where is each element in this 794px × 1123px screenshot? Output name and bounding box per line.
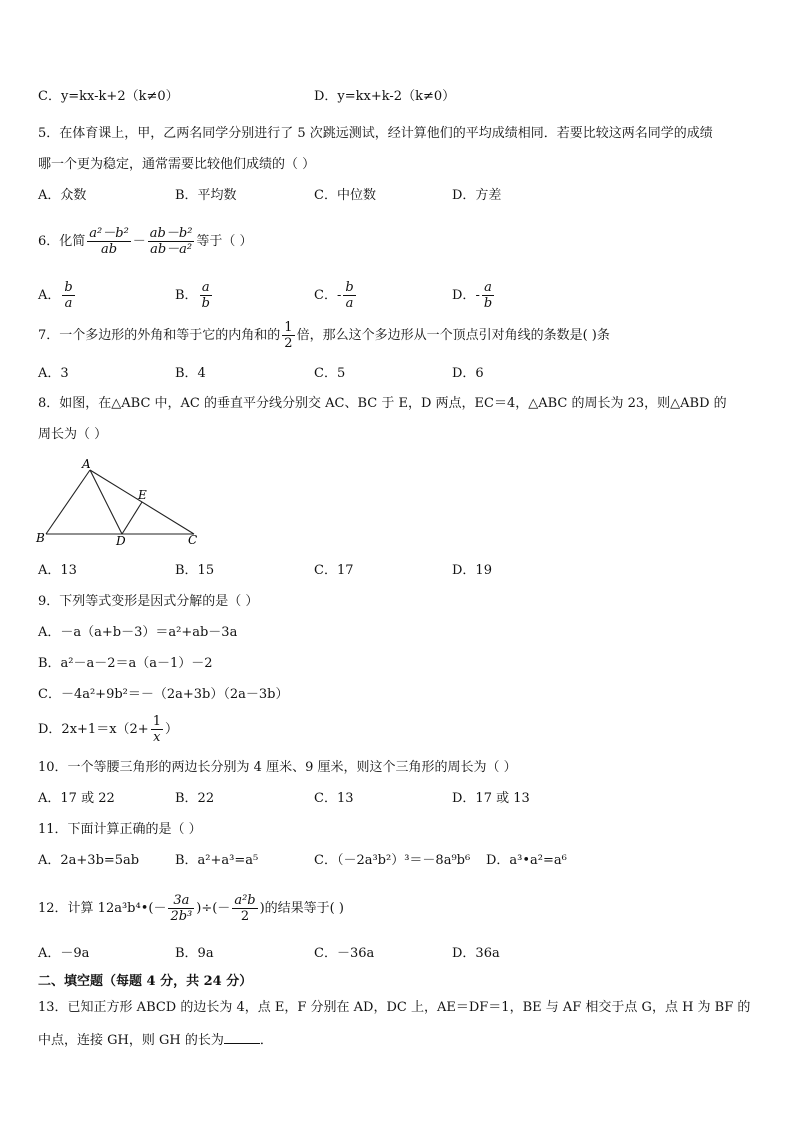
q6-prefix: 6．化简: [38, 234, 86, 249]
q8-option-d: D．19: [452, 563, 492, 578]
q6-option-d: D．- $\frac{a}{b}$: [452, 280, 493, 311]
q8-stem-line2: 周长为（ ）: [38, 427, 108, 442]
q6-stem: [38, 226, 253, 257]
q9-option-c: C．－4a²+9b²＝－（2a+3b）（2a－3b）: [38, 687, 289, 702]
q7-post: 倍，那么这个多边形从一个顶点引对角线的条数是( )条: [296, 328, 610, 343]
q7-pre: 7．一个多边形的外角和等于它的内角和的: [38, 328, 281, 343]
q6-option-b: B． $\frac{a}{b}$: [175, 280, 210, 311]
q10-stem: 10．一个等腰三角形的两边长分别为 4 厘米、9 厘米，则这个三角形的周长为（ ）: [38, 760, 517, 775]
q12-option-d: D．36a: [452, 946, 500, 961]
q10-option-a: A．17 或 22: [38, 791, 115, 806]
segment-ab: [46, 470, 90, 534]
q5-stem-line1: 5．在体育课上，甲，乙两名同学分别进行了 5 次跳远测试，经计算他们的平均成绩相同．若要比较这两名同学的成绩: [38, 126, 713, 141]
q8-stem-line1: 8．如图，在△ABC 中，AC 的垂直平分线分别交 AC、BC 于 E，D 两点，EC＝4，△ABC 的周长为 23，则△ABD 的: [38, 396, 727, 411]
q6-fraction-1: [87, 226, 131, 257]
q4-option-c: C．y=kx-k+2（k≠0）: [38, 89, 179, 104]
q5-option-d: D．方差: [452, 188, 502, 203]
q6-option-c: C．- $\frac{b}{a}$: [314, 280, 354, 311]
q11-stem: 11．下面计算正确的是（ ）: [38, 822, 202, 837]
q12-stem: 12．计算 12a³b⁴•(－ $\frac{3a}{\text{2b³}}$ )÷(－ $\frac{\text{a²b}}{2}$ )的结果等于( ): [38, 893, 344, 924]
label-e: E: [138, 488, 147, 502]
q13-stem-line1: 13．已知正方形 ABCD 的边长为 4，点 E，F 分别在 AD，DC 上，AE＝DF＝1，BE 与 AF 相交于点 G，点 H 为 BF 的: [38, 1000, 751, 1015]
q10-option-b: B．22: [175, 791, 215, 806]
q6-option-a: A． $\frac{b}{a}$: [38, 280, 73, 311]
q7-option-a: A．3: [38, 366, 69, 381]
q6-f2-numerator: ab－b²: [149, 226, 193, 241]
q8-option-b: B．15: [175, 563, 215, 578]
q8-option-c: C．17: [314, 563, 354, 578]
q5-option-b: B．平均数: [175, 188, 237, 203]
triangle-figure: [34, 456, 204, 548]
q10-option-d: D．17 或 13: [452, 791, 530, 806]
q11-option-c: C．（－2a³b²）³＝－8a⁹b⁶: [314, 853, 471, 868]
q9-option-a: A．－a（a+b－3）＝a²+ab－3a: [38, 625, 238, 640]
answer-blank[interactable]: [224, 1031, 260, 1044]
q6-minus: －: [132, 234, 146, 249]
q6-suffix: 等于（ ）: [196, 234, 253, 249]
label-b: B: [36, 531, 45, 545]
q10-option-c: C．13: [314, 791, 354, 806]
q11-option-d: D．a³•a²=a⁶: [486, 853, 567, 868]
q7-option-c: C．5: [314, 366, 346, 381]
q5-option-c: C．中位数: [314, 188, 376, 203]
q13-stem-line2: 中点，连接 GH，则 GH 的长为 ．: [38, 1033, 273, 1048]
q9-option-b: B．a²－a－2＝a（a－1）－2: [38, 656, 213, 671]
q7-stem: [38, 320, 610, 351]
q8-option-a: A．13: [38, 563, 77, 578]
q7-option-d: D．6: [452, 366, 484, 381]
q9-option-d: D．2x+1＝x（2+ $\frac{1}{x}$ ）: [38, 714, 178, 745]
q12-option-b: B．9a: [175, 946, 214, 961]
q7-option-b: B．4: [175, 366, 206, 381]
q12-option-c: C．－36a: [314, 946, 375, 961]
q6-f2-denominator: ab－a²: [150, 242, 193, 257]
q5-stem-line2: 哪一个更为稳定，通常需要比较他们成绩的（ ）: [38, 157, 316, 172]
label-a: A: [82, 457, 91, 471]
q5-option-a: A．众数: [38, 188, 87, 203]
label-c: C: [188, 533, 198, 547]
q7-fraction: $\frac{1}{2}$: [284, 320, 293, 351]
q11-option-b: B．a²+a³=a⁵: [175, 853, 259, 868]
q6-f1-denominator: ab: [100, 242, 118, 257]
q6-f1-numerator: a²－b²: [89, 226, 129, 241]
q4-option-d: D．y=kx+k-2（k≠0）: [314, 89, 456, 104]
q9-stem: 9．下列等式变形是因式分解的是（ ）: [38, 594, 259, 609]
segment-de: [122, 502, 142, 534]
q11-option-a: A．2a+3b=5ab: [38, 853, 140, 868]
label-d: D: [116, 534, 126, 548]
q12-option-a: A．－9a: [38, 946, 90, 961]
section-title: 二、填空题（每题 4 分，共 24 分）: [38, 974, 253, 989]
q6-fraction-2: [148, 226, 195, 257]
